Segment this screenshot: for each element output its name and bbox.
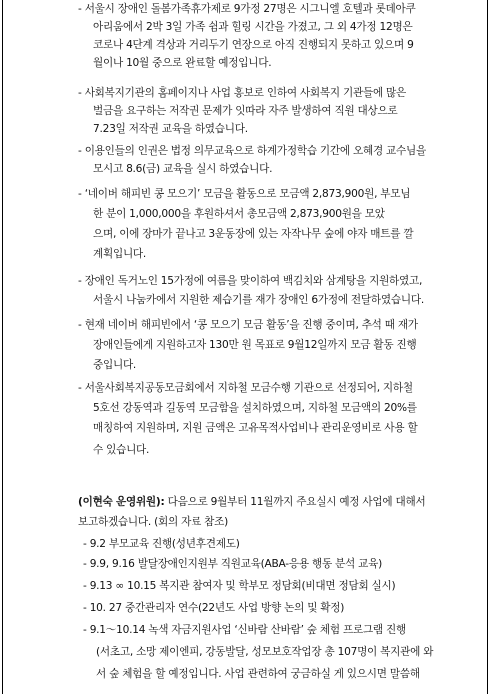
- speaker-intro: 다음으로 9월부터 11월까지 주요실시 예정 사업에 대해서: [164, 496, 426, 508]
- item-line: - 이용인들의 인권은 법정 의무교육으로 하계가정학습 기간에 오혜경 교수님을: [78, 145, 426, 157]
- item-line: 중입니다.: [93, 359, 137, 371]
- item-line: 한 분이 1,000,000을 후원하셔서 총모금액 2,873,900원을 모았: [93, 208, 385, 220]
- item-line: (서초고, 소망 제이엔피, 강동발달, 성모보호작업장 총 107명이 복지관에 와: [96, 646, 434, 658]
- item-line: 장애인들에게 지원하고자 130만 원 목표로 9월12일까지 모금 활동 진행: [93, 339, 417, 351]
- item-line: - 9.2 부모교육 진행(성년후견제도): [83, 538, 240, 550]
- item-line: 아리움에서 2박 3일 가족 쉼과 힐링 시간을 가졌고, 그 외 4가정 12명은: [93, 21, 413, 33]
- item-line: 서울시 나눔카에서 지원한 제습기를 재가 장애인 6가정에 전달하였습니다.: [93, 294, 424, 306]
- item-line: 모시고 8.6(금) 교육을 실시 하였습니다.: [93, 163, 273, 175]
- item-line: - 현재 네이버 해피빈에서 ‘콩 모으기 모금 활동’을 진행 중이며, 추석 때 재가: [78, 319, 418, 331]
- item-line: - 장애인 독거노인 15가정에 여름을 맞이하여 백김치와 삼계탕을 지원하였고,: [78, 275, 423, 287]
- document-frame: [2, 0, 488, 694]
- speaker-paragraph: [78, 495, 425, 509]
- item-line: 월이나 10월 중으로 완료할 예정입니다.: [93, 57, 272, 69]
- item-line: 으며, 이에 장마가 끝나고 3운동장에 있는 자작나무 숲에 야자 매트를 깔: [93, 228, 414, 240]
- item-line: - 9.13 ∞ 10.15 복지관 참여자 및 학부모 정담회(비대면 정담회 실시): [83, 580, 396, 592]
- item-line: - 서울사회복지공동모금회에서 지하철 모금수행 기관으로 선정되어, 지하철: [78, 382, 413, 394]
- item-line: - 9.9, 9.16 발달장애인지원부 직원교육(ABA-응용 행동 분석 교육): [83, 558, 382, 570]
- item-line: 7.23일 저작권 교육을 하였습니다.: [93, 123, 248, 135]
- item-line: 코로나 4단계 격상과 거리두기 연장으로 아직 진행되지 못하고 있으며 9: [93, 39, 414, 51]
- speaker-intro-line: 보고하겠습니다. (회의 자료 참조): [78, 516, 229, 528]
- item-line: 5호선 강동역과 길동역 모금함을 설치하였으며, 지하철 모금액의 20%를: [93, 402, 417, 414]
- item-line: - 서울시 장애인 돌봄가족휴가제로 9가정 27명은 시그니엘 호텔과 롯데아쿠: [78, 3, 416, 15]
- item-line: 벌금을 요구하는 저작권 문제가 잇따라 자주 발생하여 직원 대상으로: [93, 105, 398, 117]
- item-line: - 10. 27 중간관리자 연수(22년도 사업 방향 논의 및 확정): [83, 602, 345, 614]
- item-line: 계획입니다.: [93, 248, 147, 260]
- item-line: 매칭하여 지원하며, 지원 금액은 고유목적사업비나 관리운영비로 사용 할: [93, 422, 418, 434]
- item-line: 서 숲 체험을 할 예정입니다. 사업 관련하여 궁금하실 게 있으시면 말씀해: [96, 668, 420, 680]
- item-line: - ‘네이버 해피빈 콩 모으기’ 모금을 활동으로 모금액 2,873,900원, 부모님: [78, 188, 411, 200]
- speaker-name: (이현숙 운영위원):: [78, 496, 165, 508]
- item-line: 수 있습니다.: [93, 444, 150, 456]
- item-line: - 9.1～10.14 녹색 자금지원사업 ‘신바람 산바람’ 숲 체험 프로그램 진행: [83, 624, 407, 636]
- item-line: - 사회복지기관의 홈페이지나 사업 홍보로 인하여 사회복지 기관들에 많은: [78, 87, 407, 99]
